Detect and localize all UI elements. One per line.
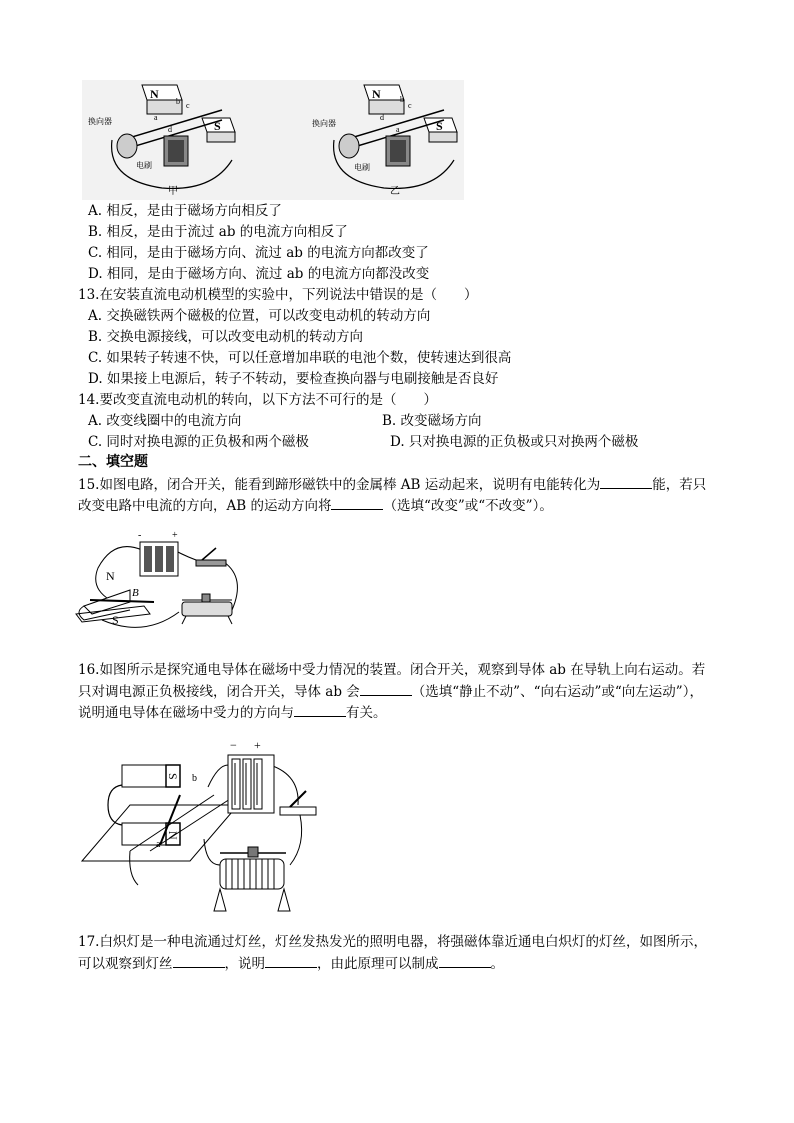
q15-text-1b: 能，若只 <box>652 477 707 493</box>
q15-line-1 <box>78 474 706 495</box>
commutator-label: 换向器 <box>312 119 336 128</box>
q17-line-2 <box>78 953 504 974</box>
q17-line-1: 17.白炽灯是一种电流通过灯丝，灯丝发热发光的照明电器，将强磁体靠近通电白炽灯的灯丝，如图所示， <box>78 934 707 950</box>
point-d-label: d <box>168 125 172 134</box>
q17-text-2d: 。 <box>490 956 504 972</box>
point-d-label: d <box>380 113 384 122</box>
q16-answer-blank-1[interactable] <box>360 681 412 696</box>
north-pole-label: N <box>166 831 180 840</box>
caption-jia: 甲 <box>168 186 178 197</box>
q12-option-d: D. 相同，是由于磁场方向、流过 ab 的电流方向都没改变 <box>88 266 430 282</box>
q16-line-3 <box>78 702 387 723</box>
south-pole-label: S <box>166 773 180 780</box>
south-pole-label: S <box>436 119 443 133</box>
south-pole-label: S <box>112 613 119 627</box>
q16-line-2 <box>78 681 703 702</box>
brush-label: 电刷 <box>354 163 370 172</box>
battery-minus-label: - <box>138 530 142 541</box>
q12-option-a: A. 相反，是由于磁场方向相反了 <box>88 203 282 219</box>
q15-text-2b: （选填“改变”或“不改变”）。 <box>383 498 553 514</box>
north-pole-label: N <box>150 87 159 101</box>
point-c-label: c <box>186 101 190 110</box>
q16-line-1: 16.如图所示是探究通电导体在磁场中受力情况的装置。闭合开关，观察到导体 ab 在导轨上向右运动。若 <box>78 662 706 678</box>
rod-b-label: b <box>192 773 197 784</box>
q13-option-d: D. 如果接上电源后，转子不转动，要检查换向器与电刷接触是否良好 <box>88 371 499 387</box>
commutator-label: 换向器 <box>88 117 112 126</box>
north-pole-label: N <box>106 569 115 583</box>
brush-label: 电刷 <box>136 161 152 170</box>
q16-apparatus-figure <box>80 735 330 917</box>
q12-option-b: B. 相反，是由于流过 ab 的电流方向相反了 <box>88 224 348 240</box>
q13-option-a: A. 交换磁铁两个磁极的位置，可以改变电动机的转动方向 <box>88 308 431 324</box>
q17-answer-blank-3[interactable] <box>439 953 491 968</box>
section-heading-fill-blank: 二、填空题 <box>78 454 148 470</box>
battery-plus-label: + <box>172 530 178 541</box>
rod-a-label: a <box>156 839 161 850</box>
point-c-label: c <box>408 101 412 110</box>
q13-stem: 13.在安装直流电动机模型的实验中，下列说法中错误的是（ ） <box>78 287 478 303</box>
q16-text-2b: （选填“静止不动”、“向右运动”或“向左运动”）， <box>411 684 703 700</box>
q15-text-2a: 改变电路中电流的方向，AB 的运动方向将 <box>78 498 332 514</box>
north-pole-label: N <box>372 87 381 101</box>
q13-option-b: B. 交换电源接线，可以改变电动机的转动方向 <box>88 329 364 345</box>
q15-line-2 <box>78 495 553 516</box>
q16-text-3a: 说明通电导体在磁场中受力的方向与 <box>78 705 294 721</box>
q14-stem: 14.要改变直流电动机的转向，以下方法不可行的是（ ） <box>78 392 437 408</box>
battery-plus-label: + <box>254 738 261 752</box>
q16-answer-blank-2[interactable] <box>294 702 346 717</box>
q17-text-2c: ，由此原理可以制成 <box>317 956 439 972</box>
q15-text-1a: 15.如图电路，闭合开关，能看到蹄形磁铁中的金属棒 AB 运动起来，说明有电能转化为 <box>78 477 601 493</box>
rod-b-label: B <box>132 587 139 599</box>
point-a-label: a <box>154 113 158 122</box>
q15-circuit-figure <box>74 528 250 640</box>
point-a-label: a <box>396 125 400 134</box>
q16-text-2a: 只对调电源正负极接线，闭合开关，导体 ab 会 <box>78 684 360 700</box>
point-b-label: b <box>400 95 404 104</box>
q14-option-d: D. 只对换电源的正负极或只对换两个磁极 <box>390 434 639 450</box>
caption-yi: 乙 <box>390 186 400 197</box>
q15-answer-blank-2[interactable] <box>331 495 383 510</box>
q14-option-c: C. 同时对换电源的正负极和两个磁极 <box>88 434 309 450</box>
q14-option-b: B. 改变磁场方向 <box>382 413 482 429</box>
q14-option-a: A. 改变线圈中的电流方向 <box>88 413 242 429</box>
point-b-label: b <box>176 97 180 106</box>
q12-option-c: C. 相同，是由于磁场方向、流过 ab 的电流方向都改变了 <box>88 245 429 261</box>
q17-text-2b: ，说明 <box>224 956 265 972</box>
q13-option-c: C. 如果转子转速不快，可以任意增加串联的电池个数，使转速达到很高 <box>88 350 512 366</box>
battery-minus-label: − <box>230 738 237 752</box>
q17-answer-blank-1[interactable] <box>173 953 225 968</box>
q17-answer-blank-2[interactable] <box>265 953 317 968</box>
q16-text-3b: 有关。 <box>346 705 387 721</box>
q17-text-2a: 可以观察到灯丝 <box>78 956 173 972</box>
south-pole-label: S <box>214 119 221 133</box>
q15-answer-blank-1[interactable] <box>600 474 652 489</box>
motor-diagram-figure <box>82 80 464 200</box>
